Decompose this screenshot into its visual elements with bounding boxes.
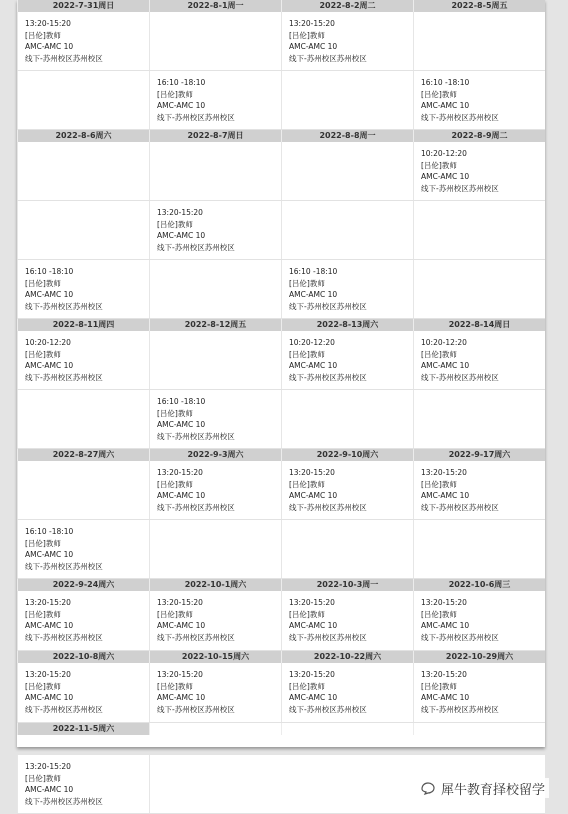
empty-cell	[281, 142, 413, 200]
date-header: 2022-8-14周日	[413, 319, 545, 331]
week-header-row	[17, 0, 545, 12]
class-time: 13:20-15:20	[25, 598, 71, 607]
class-teacher: [吕伦]教师	[289, 609, 325, 619]
class-teacher: [吕伦]教师	[289, 681, 325, 691]
class-course: AMC-AMC 10	[421, 621, 470, 631]
week-header-row	[17, 130, 545, 142]
class-location: 线下-苏州校区苏州校区	[157, 431, 235, 441]
class-cell	[17, 591, 149, 650]
empty-cell	[149, 755, 281, 813]
date-header: 2022-8-13周六	[281, 319, 413, 331]
date-header: 2022-10-6周三	[413, 579, 545, 591]
class-cell	[17, 331, 149, 389]
empty-cell	[17, 71, 149, 129]
date-header: 2022-8-8周一	[281, 130, 413, 142]
class-time: 13:20-15:20	[25, 19, 71, 28]
class-cell	[413, 71, 545, 129]
empty-cell	[17, 142, 149, 200]
time-slot-row	[17, 461, 545, 520]
class-time: 13:20-15:20	[421, 670, 467, 679]
class-teacher: [吕伦]教师	[289, 349, 325, 359]
empty-cell	[281, 390, 413, 448]
class-location: 线下-苏州校区苏州校区	[289, 704, 367, 714]
empty-cell	[413, 390, 545, 448]
time-slot-row	[17, 663, 545, 723]
watermark-text: 犀牛教育择校留学	[441, 782, 546, 798]
week-block	[17, 0, 545, 130]
class-teacher: [吕伦]教师	[421, 160, 457, 170]
class-location: 线下-苏州校区苏州校区	[289, 53, 367, 63]
class-teacher: [吕伦]教师	[157, 609, 193, 619]
time-slot-row	[17, 591, 545, 651]
date-header: 2022-8-27周六	[17, 449, 149, 461]
class-cell	[413, 591, 545, 650]
empty-cell	[17, 390, 149, 448]
class-course: AMC-AMC 10	[421, 491, 470, 501]
time-slot-row	[17, 390, 545, 449]
date-header: 2022-8-1周一	[149, 0, 281, 12]
class-location: 线下-苏州校区苏州校区	[25, 301, 103, 311]
class-time: 13:20-15:20	[289, 598, 335, 607]
class-cell	[149, 71, 281, 129]
class-cell	[281, 461, 413, 519]
class-teacher: [吕伦]教师	[421, 609, 457, 619]
class-course: AMC-AMC 10	[25, 42, 74, 52]
class-course: AMC-AMC 10	[289, 42, 338, 52]
date-header: 2022-9-24周六	[17, 579, 149, 591]
class-cell	[413, 461, 545, 519]
class-cell	[149, 461, 281, 519]
date-header: 2022-10-15周六	[149, 651, 281, 663]
class-course: AMC-AMC 10	[157, 693, 206, 703]
class-location: 线下-苏州校区苏州校区	[289, 502, 367, 512]
class-location: 线下-苏州校区苏州校区	[421, 704, 499, 714]
date-header: 2022-9-3周六	[149, 449, 281, 461]
week-block	[17, 579, 545, 651]
week-block	[17, 449, 545, 579]
class-course: AMC-AMC 10	[289, 290, 338, 300]
class-cell	[17, 12, 149, 70]
class-cell	[413, 142, 545, 200]
class-time: 10:20-12:20	[25, 338, 71, 347]
date-header: 2022-10-8周六	[17, 651, 149, 663]
class-course: AMC-AMC 10	[289, 491, 338, 501]
class-time: 13:20-15:20	[25, 762, 71, 771]
class-cell	[17, 663, 149, 722]
class-teacher: [吕伦]教师	[289, 30, 325, 40]
time-slot-row	[17, 201, 545, 260]
class-location: 线下-苏州校区苏州校区	[289, 372, 367, 382]
class-time: 13:20-15:20	[157, 598, 203, 607]
class-time: 10:20-12:20	[289, 338, 335, 347]
time-slot-row	[17, 142, 545, 201]
class-cell	[281, 331, 413, 389]
date-header	[149, 723, 281, 735]
class-course: AMC-AMC 10	[421, 693, 470, 703]
class-course: AMC-AMC 10	[25, 361, 74, 371]
empty-cell	[413, 520, 545, 578]
week-block	[17, 651, 545, 723]
time-slot-row	[17, 260, 545, 319]
class-cell	[17, 755, 149, 813]
date-header: 2022-8-2周二	[281, 0, 413, 12]
date-header: 2022-8-12周五	[149, 319, 281, 331]
date-header: 2022-10-22周六	[281, 651, 413, 663]
class-time: 16:10 -18:10	[25, 527, 74, 536]
class-location: 线下-苏州校区苏州校区	[421, 502, 499, 512]
wechat-bubble-icon	[420, 781, 436, 795]
week-header-row	[17, 579, 545, 591]
class-teacher: [吕伦]教师	[289, 479, 325, 489]
class-time: 16:10 -18:10	[289, 267, 338, 276]
empty-cell	[149, 260, 281, 318]
empty-cell	[413, 201, 545, 259]
class-teacher: [吕伦]教师	[157, 681, 193, 691]
class-time: 13:20-15:20	[157, 670, 203, 679]
empty-cell	[281, 520, 413, 578]
class-time: 16:10 -18:10	[421, 78, 470, 87]
class-location: 线下-苏州校区苏州校区	[421, 112, 499, 122]
class-location: 线下-苏州校区苏州校区	[157, 502, 235, 512]
class-location: 线下-苏州校区苏州校区	[157, 112, 235, 122]
class-course: AMC-AMC 10	[421, 101, 470, 111]
week-block	[17, 319, 545, 449]
class-teacher: [吕伦]教师	[421, 349, 457, 359]
class-cell	[413, 663, 545, 722]
empty-cell	[149, 331, 281, 389]
class-course: AMC-AMC 10	[289, 621, 338, 631]
class-course: AMC-AMC 10	[157, 101, 206, 111]
class-teacher: [吕伦]教师	[421, 89, 457, 99]
class-teacher: [吕伦]教师	[25, 278, 61, 288]
empty-cell	[281, 201, 413, 259]
class-course: AMC-AMC 10	[25, 693, 74, 703]
class-teacher: [吕伦]教师	[421, 681, 457, 691]
class-cell	[413, 331, 545, 389]
date-header: 2022-7-31周日	[17, 0, 149, 12]
class-course: AMC-AMC 10	[421, 172, 470, 182]
schedule-page-1	[17, 0, 545, 747]
class-location: 线下-苏州校区苏州校区	[421, 632, 499, 642]
class-cell	[149, 663, 281, 722]
week-block	[17, 130, 545, 319]
time-slot-row	[17, 71, 545, 130]
class-time: 13:20-15:20	[289, 670, 335, 679]
class-course: AMC-AMC 10	[25, 550, 74, 560]
class-location: 线下-苏州校区苏州校区	[25, 704, 103, 714]
class-location: 线下-苏州校区苏州校区	[421, 183, 499, 193]
class-teacher: [吕伦]教师	[25, 609, 61, 619]
week-header-row	[17, 449, 545, 461]
class-cell	[281, 12, 413, 70]
class-location: 线下-苏州校区苏州校区	[25, 796, 103, 806]
class-course: AMC-AMC 10	[289, 693, 338, 703]
class-location: 线下-苏州校区苏州校区	[157, 632, 235, 642]
date-header	[413, 723, 545, 735]
class-cell	[149, 591, 281, 650]
week-header-row	[17, 319, 545, 331]
week-header-row	[17, 651, 545, 663]
class-cell	[281, 260, 413, 318]
class-time: 13:20-15:20	[289, 19, 335, 28]
date-header: 2022-8-11周四	[17, 319, 149, 331]
empty-cell	[413, 12, 545, 70]
class-time: 13:20-15:20	[157, 208, 203, 217]
date-header: 2022-9-10周六	[281, 449, 413, 461]
time-slot-row	[17, 520, 545, 579]
empty-cell	[17, 201, 149, 259]
class-course: AMC-AMC 10	[421, 361, 470, 371]
empty-cell	[281, 71, 413, 129]
class-time: 16:10 -18:10	[157, 78, 206, 87]
class-teacher: [吕伦]教师	[25, 349, 61, 359]
class-time: 13:20-15:20	[421, 468, 467, 477]
class-cell	[149, 390, 281, 448]
class-cell	[281, 663, 413, 722]
empty-cell	[149, 12, 281, 70]
class-course: AMC-AMC 10	[157, 491, 206, 501]
class-time: 16:10 -18:10	[157, 397, 206, 406]
class-teacher: [吕伦]教师	[157, 408, 193, 418]
class-course: AMC-AMC 10	[25, 785, 74, 795]
class-location: 线下-苏州校区苏州校区	[25, 632, 103, 642]
class-time: 10:20-12:20	[421, 149, 467, 158]
date-header: 2022-9-17周六	[413, 449, 545, 461]
class-time: 10:20-12:20	[421, 338, 467, 347]
class-teacher: [吕伦]教师	[25, 681, 61, 691]
class-course: AMC-AMC 10	[25, 290, 74, 300]
class-course: AMC-AMC 10	[157, 420, 206, 430]
date-header: 2022-8-9周二	[413, 130, 545, 142]
empty-cell	[149, 142, 281, 200]
class-teacher: [吕伦]教师	[157, 219, 193, 229]
class-time: 13:20-15:20	[157, 468, 203, 477]
time-slot-row	[17, 12, 545, 71]
class-course: AMC-AMC 10	[289, 361, 338, 371]
class-time: 13:20-15:20	[289, 468, 335, 477]
date-header: 2022-8-6周六	[17, 130, 149, 142]
class-teacher: [吕伦]教师	[157, 89, 193, 99]
class-location: 线下-苏州校区苏州校区	[289, 632, 367, 642]
date-header: 2022-10-29周六	[413, 651, 545, 663]
class-teacher: [吕伦]教师	[289, 278, 325, 288]
class-time: 13:20-15:20	[25, 670, 71, 679]
class-cell	[149, 201, 281, 259]
class-teacher: [吕伦]教师	[25, 30, 61, 40]
week-block	[17, 723, 545, 735]
week-header-row	[17, 723, 545, 735]
date-header: 2022-8-5周五	[413, 0, 545, 12]
class-time: 16:10 -18:10	[25, 267, 74, 276]
class-teacher: [吕伦]教师	[421, 479, 457, 489]
time-slot-row	[17, 331, 545, 390]
class-teacher: [吕伦]教师	[25, 538, 61, 548]
class-course: AMC-AMC 10	[157, 231, 206, 241]
class-time: 13:20-15:20	[421, 598, 467, 607]
class-location: 线下-苏州校区苏州校区	[25, 561, 103, 571]
class-teacher: [吕伦]教师	[25, 773, 61, 783]
date-header: 2022-10-1周六	[149, 579, 281, 591]
class-location: 线下-苏州校区苏州校区	[157, 242, 235, 252]
class-location: 线下-苏州校区苏州校区	[25, 53, 103, 63]
class-cell	[281, 591, 413, 650]
empty-cell	[17, 461, 149, 519]
class-course: AMC-AMC 10	[25, 621, 74, 631]
date-header	[281, 723, 413, 735]
class-cell	[17, 520, 149, 578]
class-teacher: [吕伦]教师	[157, 479, 193, 489]
empty-cell	[413, 260, 545, 318]
date-header: 2022-11-5周六	[17, 723, 149, 735]
empty-cell	[149, 520, 281, 578]
class-location: 线下-苏州校区苏州校区	[421, 372, 499, 382]
date-header: 2022-8-7周日	[149, 130, 281, 142]
class-cell	[17, 260, 149, 318]
class-location: 线下-苏州校区苏州校区	[25, 372, 103, 382]
date-header: 2022-10-3周一	[281, 579, 413, 591]
class-course: AMC-AMC 10	[157, 621, 206, 631]
watermark	[416, 778, 549, 798]
class-location: 线下-苏州校区苏州校区	[157, 704, 235, 714]
class-location: 线下-苏州校区苏州校区	[289, 301, 367, 311]
